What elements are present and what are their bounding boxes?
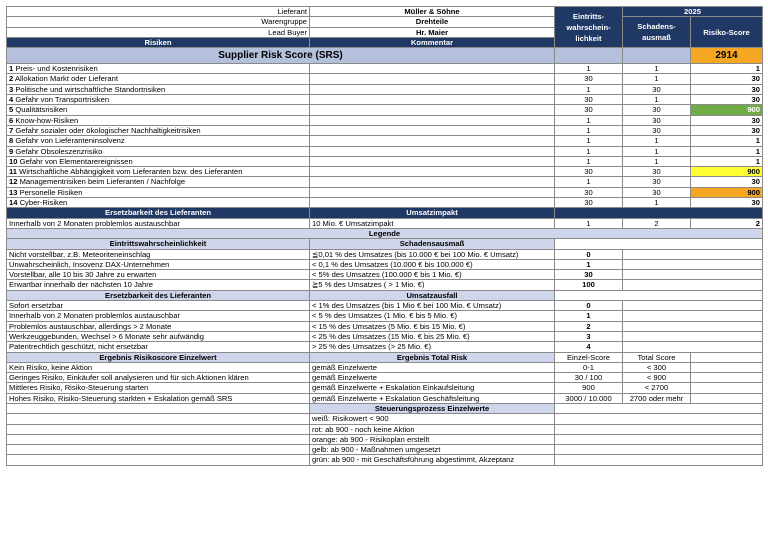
result-total-text: gemäß Einzelwerte: [310, 362, 555, 372]
blank: [7, 455, 310, 465]
risk-score: 30: [691, 125, 763, 135]
blank: [691, 362, 763, 372]
risk-name: [7, 105, 310, 115]
risk-row: [7, 167, 763, 177]
blank: [555, 403, 763, 413]
legend-rep-row: [7, 301, 763, 311]
risk-score: 1: [691, 64, 763, 74]
replace-p: 1: [555, 218, 623, 228]
risk-name: [7, 125, 310, 135]
col-score-header: Risiko-Score: [691, 17, 763, 48]
steer-text: orange: ab 900 - Risikoplan erstellt: [310, 434, 555, 444]
risk-number: 14: [9, 198, 18, 208]
risk-probability: 1: [555, 64, 623, 74]
prob-text: Erwartbar innerhalb der nächsten 10 Jahre: [7, 280, 310, 290]
blank: [691, 373, 763, 383]
risk-comment: [310, 95, 555, 105]
risk-probability: 1: [555, 136, 623, 146]
risk-name: [7, 115, 310, 125]
legend-rep-row: [7, 331, 763, 341]
risk-number: 13: [9, 187, 18, 197]
risk-number: 8: [9, 136, 14, 146]
risk-number: 9: [9, 146, 14, 156]
col-damage-header: Schadens-ausmaß: [623, 17, 691, 48]
result-single-text: Kein Risiko, keine Aktion: [7, 362, 310, 372]
risk-comment: [310, 105, 555, 115]
srs-p: [555, 48, 623, 64]
single-score-value: 900: [555, 383, 623, 393]
total-score-value: < 900: [623, 373, 691, 383]
legend-steer-row: [7, 455, 763, 465]
risk-damage: 30: [623, 125, 691, 135]
risk-label: Qualitätsrisiken: [15, 105, 68, 115]
blank: [691, 393, 763, 403]
risk-damage: 1: [623, 95, 691, 105]
damage-text: ≧5 % des Umsatzes ( > 1 Mio. €): [310, 280, 555, 290]
risk-damage: 30: [623, 167, 691, 177]
blank: [623, 301, 763, 311]
impact-value: 10 Mio. € Umsatzimpakt: [310, 218, 555, 228]
legend-rep-row: [7, 342, 763, 352]
risk-row: [7, 64, 763, 74]
steer-header: Steuerungsprozess Einzelwerte: [310, 403, 555, 413]
legend-result-row: [7, 373, 763, 383]
field-value: Hr. Maier: [310, 27, 555, 37]
risk-score: 30: [691, 95, 763, 105]
risk-label: Gefahr sozialer oder ökologischer Nachhaltigkeitrisiken: [15, 125, 201, 135]
rep-text: Patentrechtlich geschützt, nicht ersetzbar: [7, 342, 310, 352]
risk-number: 3: [9, 84, 14, 94]
risk-probability: 1: [555, 125, 623, 135]
legend-result-header-row: [7, 352, 763, 362]
risk-row: [7, 125, 763, 135]
risk-comment: [310, 198, 555, 208]
blank: [623, 331, 763, 341]
field-value: Drehteile: [310, 17, 555, 27]
risk-comment: [310, 177, 555, 187]
blank: [623, 259, 763, 269]
blank: [691, 352, 763, 362]
blank: [555, 455, 763, 465]
risk-score: 30: [691, 198, 763, 208]
risk-score: 900: [691, 187, 763, 197]
risk-label: Gefahr von Transportrisiken: [15, 95, 110, 105]
blank: [555, 414, 763, 424]
prob-value: 1: [555, 259, 623, 269]
risk-score: 900: [691, 105, 763, 115]
total-score-value: < 2700: [623, 383, 691, 393]
replace-header-row: [7, 208, 763, 218]
risk-number: 7: [9, 125, 14, 135]
risk-row: [7, 95, 763, 105]
risk-label: Cyber-Risiken: [19, 198, 68, 208]
prob-value: 30: [555, 270, 623, 280]
legend-result-row: [7, 362, 763, 372]
field-value: Müller & Söhne: [310, 7, 555, 17]
blank: [555, 445, 763, 455]
loss-text: < 1% des Umsatzes (bis 1 Mio € bei 100 Mio. € Umsatz): [310, 301, 555, 311]
risk-score: 30: [691, 115, 763, 125]
risk-score: 30: [691, 177, 763, 187]
prob-value: 100: [555, 280, 623, 290]
blank: [623, 270, 763, 280]
risk-damage: 1: [623, 64, 691, 74]
risk-table: [6, 6, 763, 466]
risk-label: Personelle Risiken: [19, 187, 83, 197]
blank: [623, 311, 763, 321]
risk-name: [7, 187, 310, 197]
risk-name: [7, 146, 310, 156]
srs-row: [7, 48, 763, 64]
risk-damage: 1: [623, 198, 691, 208]
risk-comment: [310, 167, 555, 177]
risk-number: 6: [9, 115, 14, 125]
blank: [7, 424, 310, 434]
col-comment-header: Kommentar: [310, 37, 555, 47]
risk-damage: 30: [623, 84, 691, 94]
rep-text: Problemlos austauschbar, allerdings > 2 Monate: [7, 321, 310, 331]
risk-label: Know-how-Risiken: [15, 115, 79, 125]
result-single-text: Mittleres Risiko, Risiko-Steuerung starten: [7, 383, 310, 393]
legend-rep-row: [7, 321, 763, 331]
rep-value: 4: [555, 342, 623, 352]
blank: [7, 403, 310, 413]
risk-label: Preis- und Kostenrisiken: [15, 64, 98, 74]
risk-number: 5: [9, 105, 14, 115]
prob-text: Nicht vorstellbar, z.B. Meteoriteneinschlag: [7, 249, 310, 259]
blank: [555, 424, 763, 434]
risk-probability: 1: [555, 84, 623, 94]
steer-text: rot: ab 900 - noch keine Aktion: [310, 424, 555, 434]
legend-result-row: [7, 393, 763, 403]
blank: [623, 280, 763, 290]
risk-score: 30: [691, 74, 763, 84]
blank: [623, 321, 763, 331]
risk-row: [7, 177, 763, 187]
risk-probability: 30: [555, 167, 623, 177]
risk-score: 1: [691, 156, 763, 166]
steer-text: gelb: ab 900 - Maßnahmen umgesetzt: [310, 445, 555, 455]
risk-row: [7, 105, 763, 115]
single-score-value: 0-1: [555, 362, 623, 372]
result-total-text: gemäß Einzelwerte: [310, 373, 555, 383]
risk-name: [7, 198, 310, 208]
risk-name: [7, 156, 310, 166]
risk-row: [7, 187, 763, 197]
legend-prob-header-row: [7, 239, 763, 249]
impact-header: Umsatzimpakt: [310, 208, 555, 218]
damage-text: ≦0,01 % des Umsatzes (bis 10.000 € bei 100 Mio. € Umsatz): [310, 249, 555, 259]
risk-label: Politische und wirtschaftliche Standortrisiken: [15, 84, 166, 94]
prob-text: Vorstellbar, alle 10 bis 30 Jahre zu erwarten: [7, 270, 310, 280]
risk-score: 30: [691, 84, 763, 94]
legend-steer-row: [7, 424, 763, 434]
risk-label: Gefahr von Elementarereignissen: [19, 156, 133, 166]
risk-name: [7, 167, 310, 177]
risk-row: [7, 84, 763, 94]
loss-text: < 15 % des Umsatzes (5 Mio. € bis 15 Mio. €): [310, 321, 555, 331]
rep-value: 0: [555, 301, 623, 311]
risk-score: 1: [691, 146, 763, 156]
risk-comment: [310, 64, 555, 74]
risk-comment: [310, 125, 555, 135]
blank: [7, 414, 310, 424]
risk-number: 11: [9, 167, 18, 177]
risk-row: [7, 115, 763, 125]
risk-probability: 30: [555, 95, 623, 105]
year-header: 2025: [623, 7, 763, 17]
risk-number: 12: [9, 177, 18, 187]
rep-text: Sofort ersetzbar: [7, 301, 310, 311]
risk-label: Allokation Markt oder Lieferant: [14, 74, 118, 84]
legend-prob-row: [7, 259, 763, 269]
legend-result-row: [7, 383, 763, 393]
risk-label: Wirtschaftliche Abhängigkeit vom Lieferanten bzw. des Lieferanten: [19, 167, 243, 177]
blank: [691, 383, 763, 393]
risk-name: [7, 95, 310, 105]
blank: [555, 208, 763, 218]
risk-probability: 30: [555, 74, 623, 84]
risk-comment: [310, 187, 555, 197]
srs-title: Supplier Risk Score (SRS): [7, 48, 555, 64]
risk-damage: 30: [623, 187, 691, 197]
loss-header: Umsatzausfall: [310, 290, 555, 300]
risk-comment: [310, 136, 555, 146]
risk-number: 4: [9, 95, 14, 105]
prob-value: 0: [555, 249, 623, 259]
field-label: Warengruppe: [7, 17, 310, 27]
legend-steer-row: [7, 434, 763, 444]
field-label: Lead Buyer: [7, 27, 310, 37]
risk-comment: [310, 146, 555, 156]
loss-text: < 25 % des Umsatzes (15 Mio. € bis 25 Mio. €): [310, 331, 555, 341]
damage-text: < 5% des Umsatzes (100.000 € bis 1 Mio. €): [310, 270, 555, 280]
blank: [623, 342, 763, 352]
risk-row: [7, 136, 763, 146]
rep-value: 2: [555, 321, 623, 331]
risk-probability: 1: [555, 146, 623, 156]
blank: [7, 434, 310, 444]
risk-label: Managementrisiken beim Lieferanten / Nachfolge: [19, 177, 186, 187]
single-score-header: Einzel-Score: [555, 352, 623, 362]
srs-total: 2914: [691, 48, 763, 64]
total-score-value: 2700 oder mehr: [623, 393, 691, 403]
risk-damage: 30: [623, 177, 691, 187]
single-score-value: 3000 / 10.000: [555, 393, 623, 403]
blank: [555, 434, 763, 444]
legend-prob-row: [7, 249, 763, 259]
risk-name: [7, 74, 310, 84]
risk-row: [7, 198, 763, 208]
replace-value: Innerhalb von 2 Monaten problemlos austauschbar: [7, 218, 310, 228]
result-single-header: Ergebnis Risikoscore Einzelwert: [7, 352, 310, 362]
risk-probability: 1: [555, 177, 623, 187]
risk-name: [7, 64, 310, 74]
risk-comment: [310, 74, 555, 84]
rep-header: Ersetzbarkeit des Lieferanten: [7, 290, 310, 300]
risk-probability: 1: [555, 156, 623, 166]
risk-label: Gefahr von Lieferanteninsolvenz: [15, 136, 125, 146]
risk-number: 2: [9, 74, 14, 84]
risk-number: 1: [9, 64, 14, 74]
legend-rep-header-row: [7, 290, 763, 300]
rep-value: 1: [555, 311, 623, 321]
risk-name: [7, 177, 310, 187]
loss-text: < 5 % des Umsatzes (1 Mio. € bis 5 Mio. €): [310, 311, 555, 321]
blank: [555, 239, 763, 249]
result-total-text: gemäß Einzelwerte + Eskalation Geschäftsleitung: [310, 393, 555, 403]
risk-comment: [310, 115, 555, 125]
rep-text: Werkzeuggebunden, Wechsel > 6 Monate sehr aufwändig: [7, 331, 310, 341]
risk-damage: 1: [623, 146, 691, 156]
blank: [555, 290, 763, 300]
rep-value: 3: [555, 331, 623, 341]
result-total-header: Ergebnis Total Risk: [310, 352, 555, 362]
replace-row: [7, 218, 763, 228]
srs-d: [623, 48, 691, 64]
risk-row: [7, 74, 763, 84]
risk-probability: 1: [555, 115, 623, 125]
risk-damage: 30: [623, 105, 691, 115]
total-score-header: Total Score: [623, 352, 691, 362]
risk-number: 10: [9, 156, 18, 166]
field-label: Lieferant: [7, 7, 310, 17]
loss-text: > 25 % des Umsatzes (> 25 Mio. €): [310, 342, 555, 352]
steer-text: weiß: Risikowert < 900: [310, 414, 555, 424]
result-single-text: Hohes Risiko, Risiko-Steuerung starkten + Eskalation gemäß SRS: [7, 393, 310, 403]
header-field-row: [7, 17, 763, 27]
risk-label: Gefahr Obsoleszenzrisiko: [15, 146, 103, 156]
risk-score: 1: [691, 136, 763, 146]
blank: [7, 445, 310, 455]
blank: [623, 249, 763, 259]
risk-name: [7, 136, 310, 146]
risk-score: 900: [691, 167, 763, 177]
replace-d: 2: [623, 218, 691, 228]
damage-text: < 0,1 % des Umsatzes (10.000 € bis 100.000 €): [310, 259, 555, 269]
risk-probability: 30: [555, 187, 623, 197]
risk-name: [7, 84, 310, 94]
legend-title: Legende: [7, 228, 763, 238]
risk-probability: 30: [555, 198, 623, 208]
legend-steer-header-row: [7, 403, 763, 413]
legend-prob-row: [7, 280, 763, 290]
risk-damage: 1: [623, 156, 691, 166]
header-field-row: [7, 7, 763, 17]
col-probability-header: Eintritts-wahrschein-lichkeit: [555, 7, 623, 48]
legend-prob-row: [7, 270, 763, 280]
replace-header: Ersetzbarkeit des Lieferanten: [7, 208, 310, 218]
risk-probability: 30: [555, 105, 623, 115]
steer-text: grün: ab 900 - mit Geschäftsführung abgestimmt, Akzeptanz: [310, 455, 555, 465]
legend-steer-row: [7, 445, 763, 455]
risk-damage: 30: [623, 115, 691, 125]
damage-header: Schadensausmaß: [310, 239, 555, 249]
risk-row: [7, 146, 763, 156]
col-risks-header: Risiken: [7, 37, 310, 47]
risk-comment: [310, 156, 555, 166]
result-single-text: Geringes Risiko, Einkäufer soll analysieren und für sich Aktionen klären: [7, 373, 310, 383]
prob-text: Unwahrscheinlich, Insovenz DAX-Unternehmen: [7, 259, 310, 269]
prob-header: Eintrittswahrscheinlichkeit: [7, 239, 310, 249]
legend-title-row: [7, 228, 763, 238]
result-total-text: gemäß Einzelwerte + Eskalation Einkaufsleitung: [310, 383, 555, 393]
risk-comment: [310, 84, 555, 94]
risk-row: [7, 156, 763, 166]
rep-text: Innerhalb von 2 Monaten problemlos austauschbar: [7, 311, 310, 321]
legend-steer-row: [7, 414, 763, 424]
risk-damage: 1: [623, 136, 691, 146]
single-score-value: 30 / 100: [555, 373, 623, 383]
risk-damage: 1: [623, 74, 691, 84]
legend-rep-row: [7, 311, 763, 321]
total-score-value: < 300: [623, 362, 691, 372]
replace-score: 2: [691, 218, 763, 228]
